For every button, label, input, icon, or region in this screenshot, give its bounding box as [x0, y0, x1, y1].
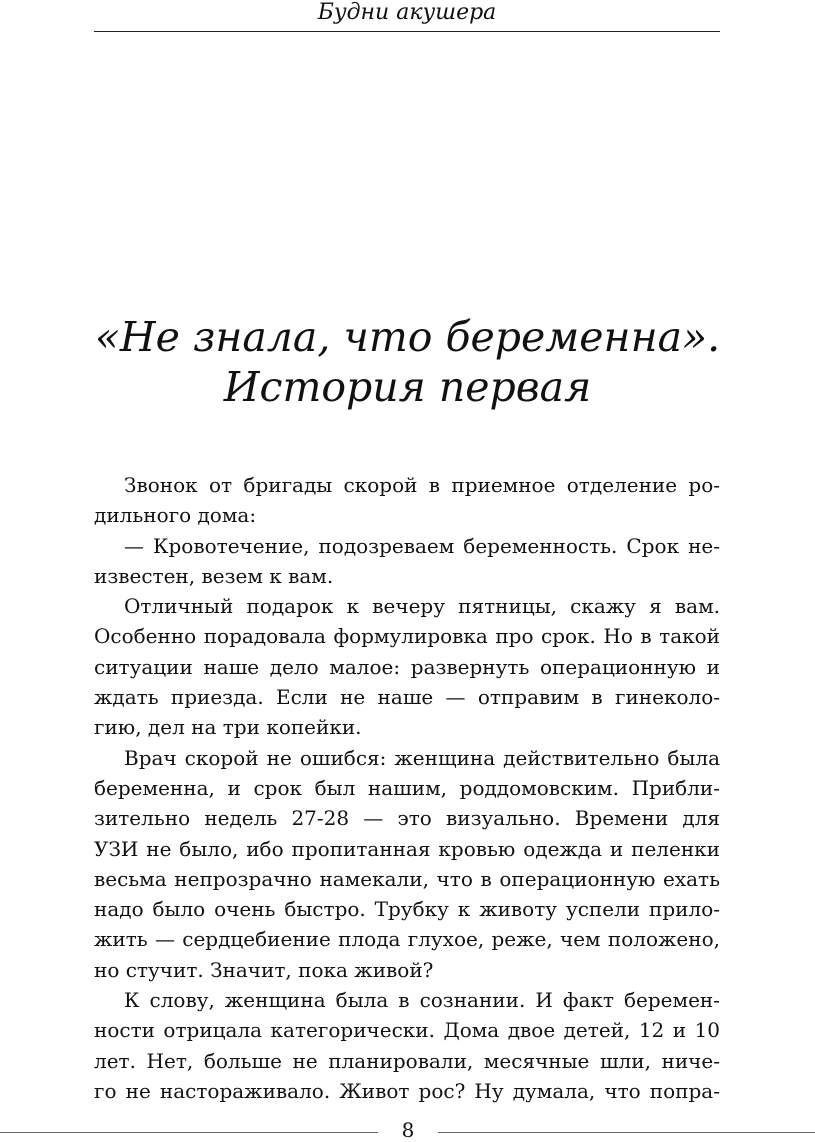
page-number: 8	[401, 1118, 415, 1142]
text-line: го не настораживало. Живот рос? Ну думала, что попра-	[94, 1078, 720, 1103]
text-line: гию, дел на три копейки.	[94, 715, 362, 740]
text-line: ситуации наше дело малое: развернуть операционную и	[94, 654, 720, 679]
text-line: зительно недель 27-28 — это визуально. Времени для	[94, 806, 720, 831]
running-head: Будни акушера	[317, 0, 497, 25]
text-line: — Кровотечение, подозреваем беременность. Срок не-	[124, 533, 720, 558]
text-line: К слову, женщина была в сознании. И факт беремен-	[124, 988, 720, 1013]
text-line: но стучит. Значит, пока живой?	[94, 957, 434, 982]
chapter-title-line-2: История первая	[223, 363, 592, 411]
text-line: жить — сердцебиение плода глухое, реже, чем положено,	[94, 927, 720, 952]
text-line: беременна, и срок был нашим, роддомовским. Прибли-	[94, 775, 720, 800]
text-line: известен, везем к вам.	[94, 563, 334, 588]
body-text	[94, 470, 720, 1106]
text-line: Звонок от бригады скорой в приемное отделение ро-	[124, 473, 720, 497]
footer-rule-left	[0, 1132, 378, 1133]
text-line: весьма непрозрачно намекали, что в операционную ехать	[94, 866, 720, 891]
text-line: УЗИ не было, ибо пропитанная кровью одежда и пеленки	[94, 836, 720, 861]
text-line: ждать приезда. Если не наше — отправим в гинеколо-	[94, 685, 720, 710]
footer-rule-right	[438, 1132, 815, 1133]
text-line: надо было очень быстро. Трубку к животу успели прило-	[94, 897, 720, 922]
text-line: Отличный подарок к вечеру пятницы, скажу я вам.	[124, 594, 720, 619]
text-line: Врач скорой не ошибся: женщина действительно была	[124, 745, 720, 770]
text-line: Особенно порадовала формулировка про срок. Но в такой	[94, 624, 720, 649]
text-line: дильного дома:	[94, 503, 257, 528]
header-rule	[94, 31, 720, 32]
chapter-title	[40, 312, 775, 412]
text-line: ности отрицала категорически. Дома двое детей, 12 и 10	[94, 1018, 720, 1043]
chapter-title-line-1: «Не знала, что беременна».	[94, 313, 721, 361]
text-line: лет. Нет, больше не планировали, месячные шли, ниче-	[94, 1048, 720, 1073]
